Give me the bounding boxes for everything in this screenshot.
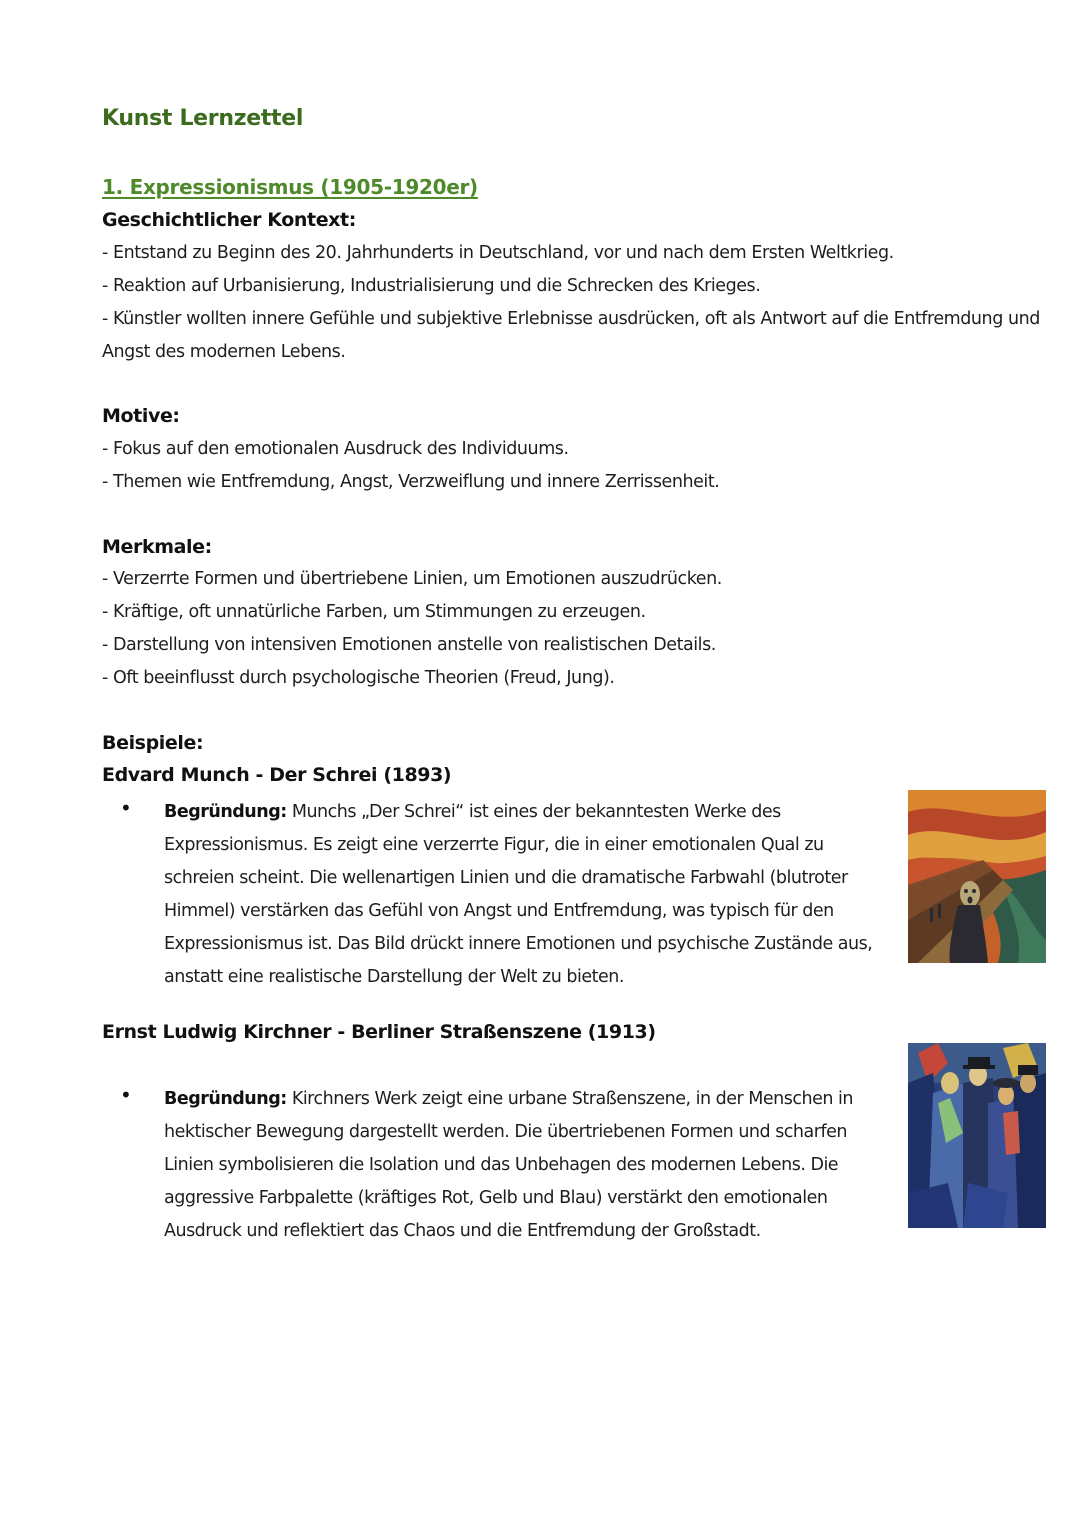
context-line: - Entstand zu Beginn des 20. Jahrhunderts in Deutschland, vor und nach dem Ersten Weltkrieg. <box>102 243 894 263</box>
merkmale-line: - Verzerrte Formen und übertriebene Linien, um Emotionen auszudrücken. <box>102 569 722 589</box>
example-reason-kirchner <box>164 1083 894 1248</box>
reason-label: Begründung: <box>164 1089 287 1109</box>
beispiele-heading: Beispiele: <box>102 732 204 754</box>
motive-heading: Motive: <box>102 405 180 427</box>
bullet-icon: • <box>120 796 132 820</box>
bullet-icon: • <box>120 1083 132 1107</box>
document-title: Kunst Lernzettel <box>102 106 304 131</box>
motive-line: - Fokus auf den emotionalen Ausdruck des Individuums. <box>102 439 569 459</box>
merkmale-line: - Darstellung von intensiven Emotionen anstelle von realistischen Details. <box>102 635 716 655</box>
context-line: - Reaktion auf Urbanisierung, Industrialisierung und die Schrecken des Krieges. <box>102 276 761 296</box>
reason-text: Kirchners Werk zeigt eine urbane Straßenszene, in der Menschen in hektischer Bewegung dargestellt werden. Die übertriebenen Formen und scharfen Linien symbolisieren die Isolation und das Unbehagen des modernen Lebens. Die aggressive Farbpalette (kräftiges Rot, Gelb und Blau) verstärkt den emotionalen Ausdruck und reflektiert das Chaos und die Entfremdung der Großstadt. <box>164 1089 853 1241</box>
section-heading-expressionismus: 1. Expressionismus (1905-1920er) <box>102 175 478 199</box>
context-line: Angst des modernen Lebens. <box>102 342 346 362</box>
merkmale-line: - Kräftige, oft unnatürliche Farben, um Stimmungen zu erzeugen. <box>102 602 646 622</box>
context-line: - Künstler wollten innere Gefühle und subjektive Erlebnisse ausdrücken, oft als Antwort auf die Entfremdung und <box>102 309 1040 329</box>
reason-text: Munchs „Der Schrei“ ist eines der bekanntesten Werke des Expressionismus. Es zeigt eine verzerrte Figur, die in einer emotionalen Qual zu schreien scheint. Die wellenartigen Linien und die dramatische Farbwahl (blutroter Himmel) verstärken das Gefühl von Angst und Entfremdung, was typisch für den Expressionismus ist. Das Bild drückt innere Emotionen und psychische Zustände aus, anstatt eine realistische Darstellung der Welt zu bieten. <box>164 802 873 987</box>
merkmale-heading: Merkmale: <box>102 536 212 558</box>
example-reason-munch <box>164 796 894 994</box>
der-schrei-painting-image <box>908 790 1046 963</box>
berliner-strassenszene-painting-image <box>908 1043 1046 1228</box>
motive-line: - Themen wie Entfremdung, Angst, Verzweiflung und innere Zerrissenheit. <box>102 472 720 492</box>
context-heading: Geschichtlicher Kontext: <box>102 209 356 231</box>
reason-label: Begründung: <box>164 802 287 822</box>
example-title-kirchner: Ernst Ludwig Kirchner - Berliner Straßenszene (1913) <box>102 1021 656 1043</box>
example-title-munch: Edvard Munch - Der Schrei (1893) <box>102 764 452 786</box>
merkmale-line: - Oft beeinflusst durch psychologische Theorien (Freud, Jung). <box>102 668 615 688</box>
